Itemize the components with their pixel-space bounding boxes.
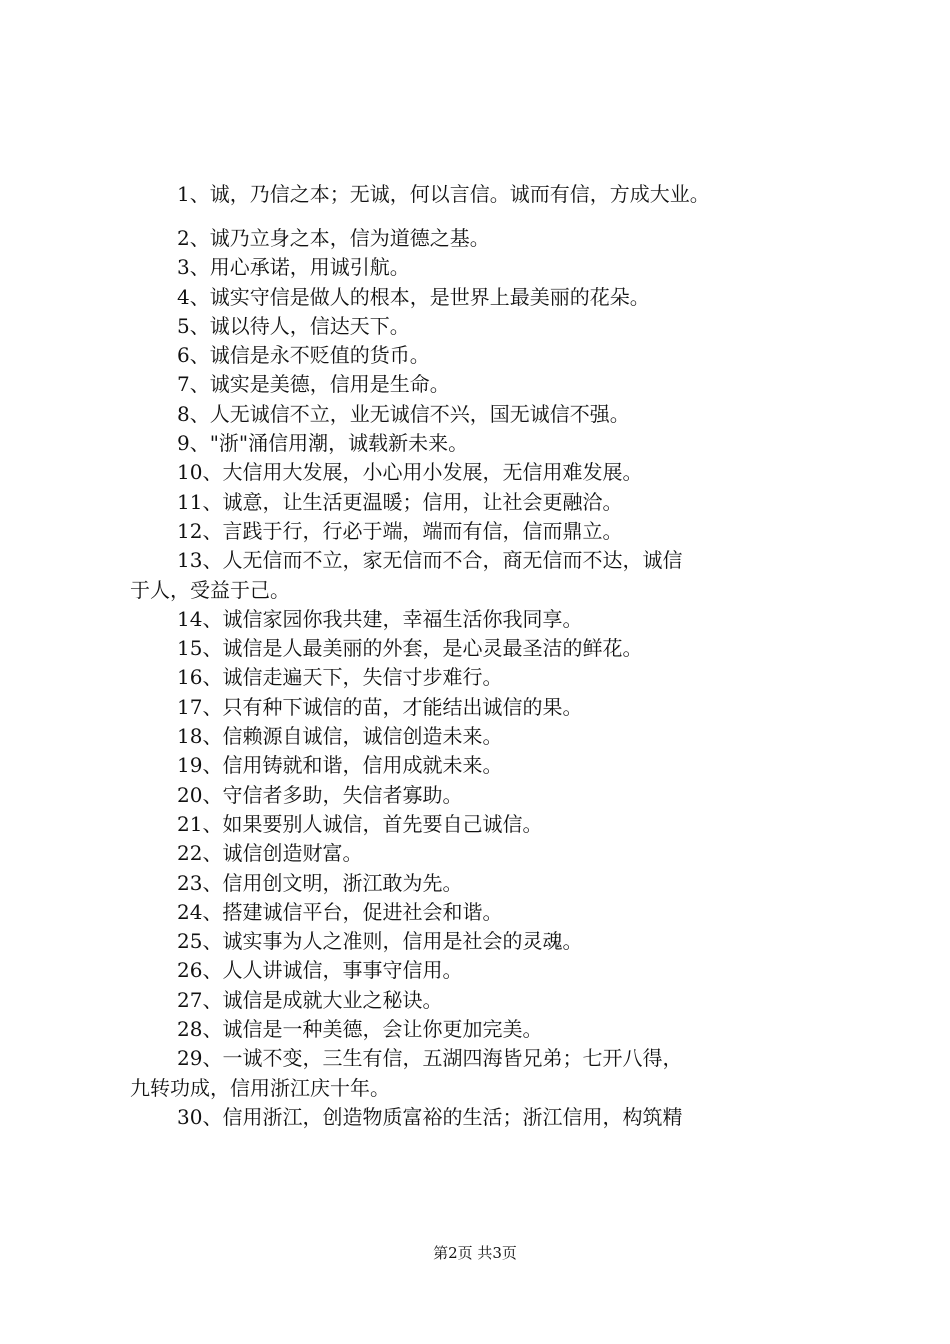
list-item: 25、诚实事为人之准则，信用是社会的灵魂。 <box>177 929 583 954</box>
list-item-continuation: 九转功成，信用浙江庆十年。 <box>130 1075 390 1100</box>
list-item: 17、只有种下诚信的苗，才能结出诚信的果。 <box>177 694 583 719</box>
list-item: 27、诚信是成就大业之秘诀。 <box>177 987 443 1012</box>
list-item: 7、诚实是美德，信用是生命。 <box>177 372 450 397</box>
list-item: 13、人无信而不立，家无信而不合，商无信而不达，诚信 <box>177 548 683 573</box>
list-item: 15、诚信是人最美丽的外套，是心灵最圣洁的鲜花。 <box>177 636 643 661</box>
list-item: 4、诚实守信是做人的根本，是世界上最美丽的花朵。 <box>177 284 650 309</box>
list-item: 24、搭建诚信平台，促进社会和谐。 <box>177 899 503 924</box>
list-item: 5、诚以待人，信达天下。 <box>177 313 410 338</box>
slogan-list <box>130 176 845 1132</box>
list-item: 16、诚信走遍天下，失信寸步难行。 <box>177 665 503 690</box>
list-item: 29、一诚不变，三生有信，五湖四海皆兄弟；七开八得， <box>177 1046 683 1071</box>
list-item-continuation: 于人，受益于己。 <box>130 577 290 602</box>
list-item: 9、"浙"涌信用潮，诚载新未来。 <box>177 431 469 456</box>
list-item: 10、大信用大发展，小心用小发展，无信用难发展。 <box>177 460 643 485</box>
list-item: 8、人无诚信不立，业无诚信不兴，国无诚信不强。 <box>177 401 630 426</box>
list-item: 2、诚乃立身之本，信为道德之基。 <box>177 226 490 250</box>
list-item: 14、诚信家园你我共建，幸福生活你我同享。 <box>177 606 583 631</box>
list-item: 3、用心承诺，用诚引航。 <box>177 255 410 280</box>
list-item: 23、信用创文明，浙江敢为先。 <box>177 870 463 895</box>
list-item: 18、信赖源自诚信，诚信创造未来。 <box>177 724 503 749</box>
list-item: 6、诚信是永不贬值的货币。 <box>177 343 430 368</box>
page-footer: 第2页 共3页 <box>433 1244 517 1262</box>
list-item: 30、信用浙江，创造物质富裕的生活；浙江信用，构筑精 <box>177 1104 683 1129</box>
list-item: 20、守信者多助，失信者寡助。 <box>177 782 463 807</box>
list-item: 22、诚信创造财富。 <box>177 841 363 866</box>
list-item: 19、信用铸就和谐，信用成就未来。 <box>177 753 503 778</box>
list-item: 28、诚信是一种美德，会让你更加完美。 <box>177 1017 543 1042</box>
list-item: 11、诚意，让生活更温暖；信用，让社会更融洽。 <box>177 489 623 514</box>
list-item: 21、如果要别人诚信，首先要自己诚信。 <box>177 811 543 836</box>
list-item: 12、言践于行，行必于端，端而有信，信而鼎立。 <box>177 518 623 543</box>
list-item: 1、诚，乃信之本；无诚，何以言信。诚而有信，方成大业。 <box>177 182 710 206</box>
list-item: 26、人人讲诚信，事事守信用。 <box>177 958 463 983</box>
